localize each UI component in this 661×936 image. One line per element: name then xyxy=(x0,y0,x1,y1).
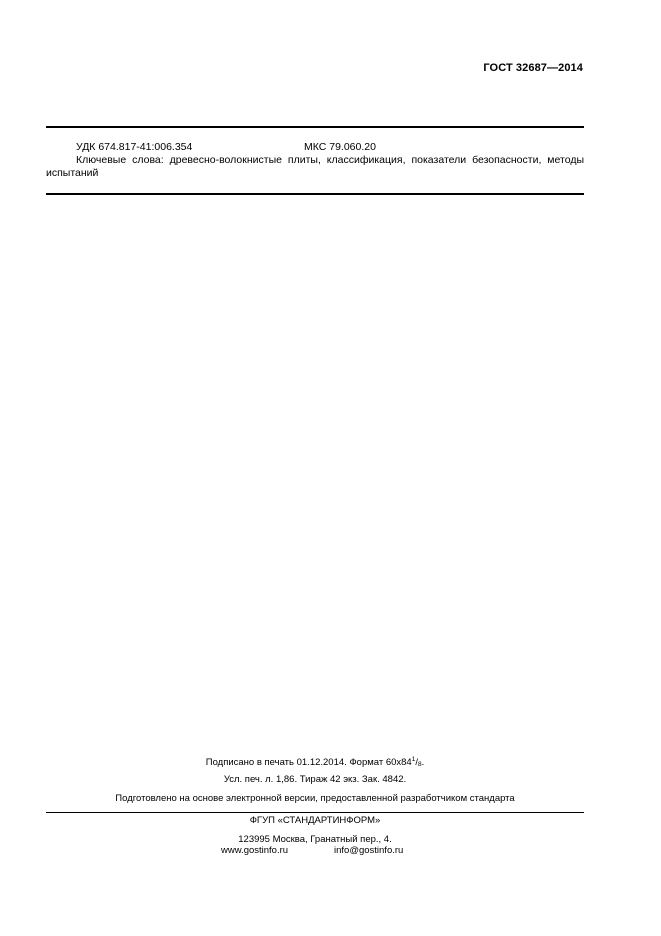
prepared-note: Подготовлено на основе электронной версии, предоставленной разработчиком стандарта xyxy=(115,793,515,804)
print-run-line: Усл. печ. л. 1,86. Тираж 42 экз. Зак. 4842. xyxy=(223,774,407,785)
format-separator: / xyxy=(415,757,418,768)
signed-suffix: . xyxy=(421,757,425,768)
top-divider xyxy=(46,126,584,128)
format-numerator: 1 xyxy=(411,756,416,763)
udk-code: УДК 674.817-41:006.354 xyxy=(76,141,193,153)
signed-for-print-line xyxy=(46,757,584,768)
bottom-divider xyxy=(46,193,584,195)
format-denominator: 8 xyxy=(417,761,422,768)
publisher-name: ФГУП «СТАНДАРТИНФОРМ» xyxy=(249,815,381,826)
publisher-address: 123995 Москва, Гранатный пер., 4. xyxy=(238,834,392,845)
keywords-paragraph: Ключевые слова: древесно-волокнистые плиты, классификация, показатели безопасности, методы испытаний xyxy=(46,154,584,179)
publisher-website-link[interactable]: www.gostinfo.ru xyxy=(221,845,289,856)
signed-prefix: Подписано в печать 01.12.2014. Формат 60х84 xyxy=(205,757,412,768)
mks-code: МКС 79.060.20 xyxy=(304,141,376,153)
publisher-divider xyxy=(46,812,584,813)
publisher-email-link[interactable]: info@gostinfo.ru xyxy=(334,845,404,856)
document-code: ГОСТ 32687—2014 xyxy=(483,62,583,74)
